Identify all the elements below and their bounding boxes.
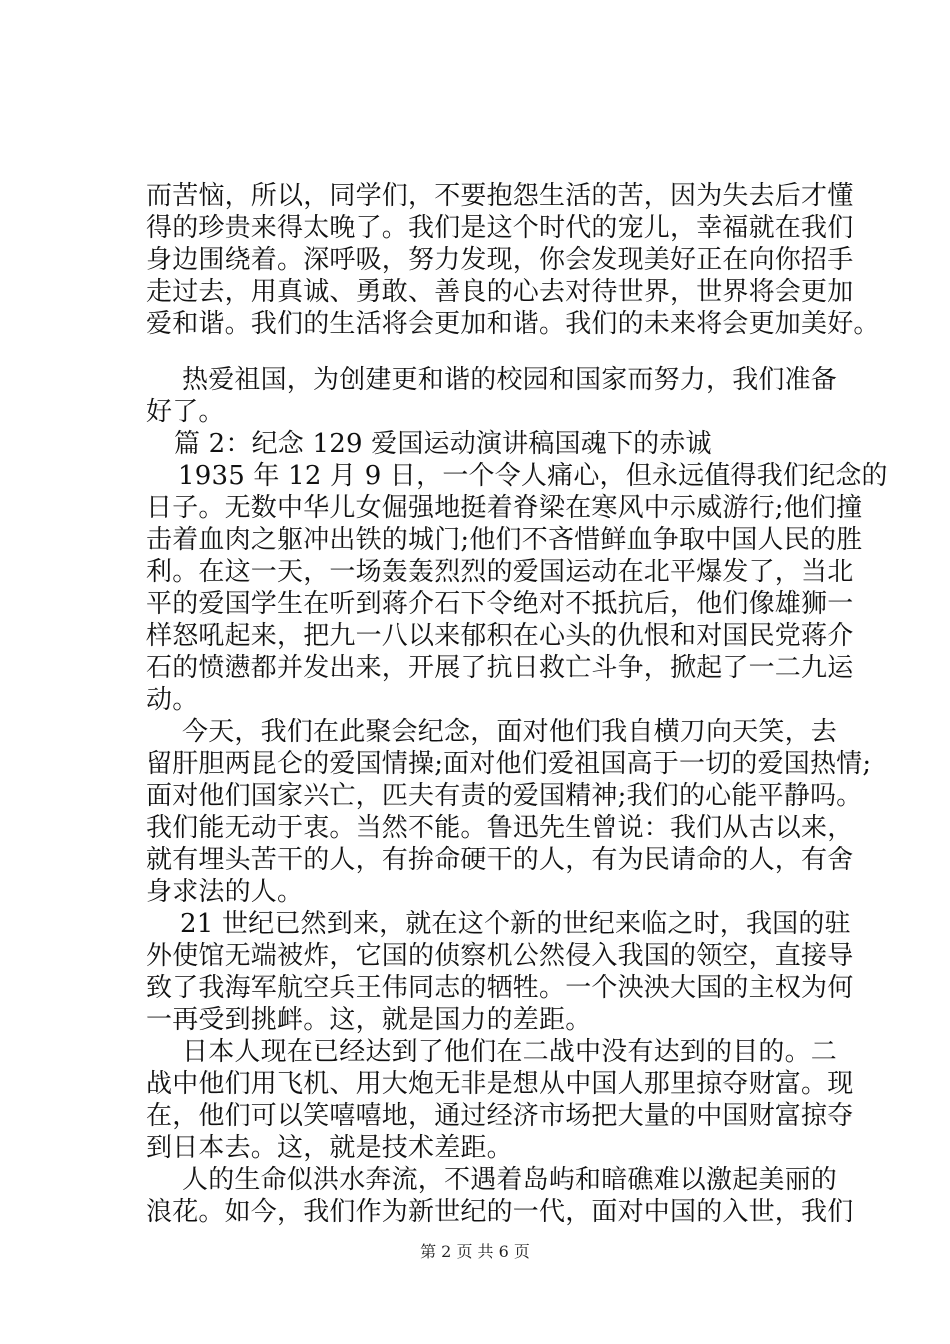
text-line: 身边围绕着。深呼吸，努力发现，你会发现美好正在向你招手: [146, 245, 854, 275]
page-footer: 第 2 页 共 6 页: [420, 1242, 530, 1261]
text-line: 战中他们用飞机、用大炮无非是想从中国人那里掠夺财富。现: [146, 1069, 854, 1099]
text-line: 日本人现在已经达到了他们在二战中没有达到的目的。二: [182, 1037, 838, 1067]
text-line: 走过去，用真诚、勇敢、善良的心去对待世界，世界将会更加: [146, 277, 854, 307]
text-line: 我们能无动于衷。当然不能。鲁迅先生曾说：我们从古以来，: [146, 813, 854, 843]
text-line: 石的愤懑都并发出来，开展了抗日救亡斗争，掀起了一二九运: [146, 653, 854, 683]
text-line: 在，他们可以笑嘻嘻地，通过经济市场把大量的中国财富掠夺: [146, 1101, 854, 1131]
text-line: 击着血肉之躯冲出铁的城门;他们不吝惜鲜血争取中国人民的胜: [146, 525, 863, 555]
text-line: 外使馆无端被炸，它国的侦察机公然侵入我国的领空，直接导: [146, 941, 854, 971]
text-line: 而苦恼，所以，同学们，不要抱怨生活的苦，因为失去后才懂: [146, 181, 854, 211]
text-line: 平的爱国学生在听到蒋介石下令绝对不抵抗后，他们像雄狮一: [146, 589, 854, 619]
text-line: 到日本去。这，就是技术差距。: [146, 1133, 513, 1163]
text-line: 样怒吼起来，把九一八以来郁积在心头的仇恨和对国民党蒋介: [146, 621, 854, 651]
text-line: 一再受到挑衅。这，就是国力的差距。: [146, 1005, 592, 1035]
text-line: 1935 年 12 月 9 日，一个令人痛心，但永远值得我们纪念的: [178, 461, 888, 491]
text-line: 热爱祖国，为创建更和谐的校园和国家而努力，我们准备: [182, 365, 838, 395]
text-line: 留肝胆两昆仑的爱国情操;面对他们爱祖国高于一切的爱国热情;: [146, 749, 872, 779]
text-line: 浪花。如今，我们作为新世纪的一代，面对中国的入世，我们: [146, 1197, 854, 1227]
text-line: 爱和谐。我们的生活将会更加和谐。我们的未来将会更加美好。: [146, 309, 880, 339]
text-line: 篇 2：纪念 129 爱国运动演讲稿国魂下的赤诚: [174, 429, 712, 459]
text-line: 致了我海军航空兵王伟同志的牺牲。一个泱泱大国的主权为何: [146, 973, 854, 1003]
text-line: 今天，我们在此聚会纪念，面对他们我自横刀向天笑，去: [182, 717, 838, 747]
text-line: 利。在这一天，一场轰轰烈烈的爱国运动在北平爆发了，当北: [146, 557, 854, 587]
text-line: 21 世纪已然到来，就在这个新的世纪来临之时，我国的驻: [180, 909, 851, 939]
text-line: 人的生命似洪水奔流，不遇着岛屿和暗礁难以激起美丽的: [182, 1165, 838, 1195]
text-line: 就有埋头苦干的人，有拚命硬干的人，有为民请命的人，有舍: [146, 845, 854, 875]
text-line: 日子。无数中华儿女倔强地挺着脊梁在寒风中示威游行;他们撞: [146, 493, 863, 523]
text-line: 得的珍贵来得太晚了。我们是这个时代的宠儿，幸福就在我们: [146, 213, 854, 243]
text-line: 身求法的人。: [146, 877, 304, 907]
text-line: 好了。: [146, 397, 225, 427]
text-line: 动。: [146, 685, 199, 715]
text-line: 面对他们国家兴亡，匹夫有责的爱国精神;我们的心能平静吗。: [146, 781, 863, 811]
